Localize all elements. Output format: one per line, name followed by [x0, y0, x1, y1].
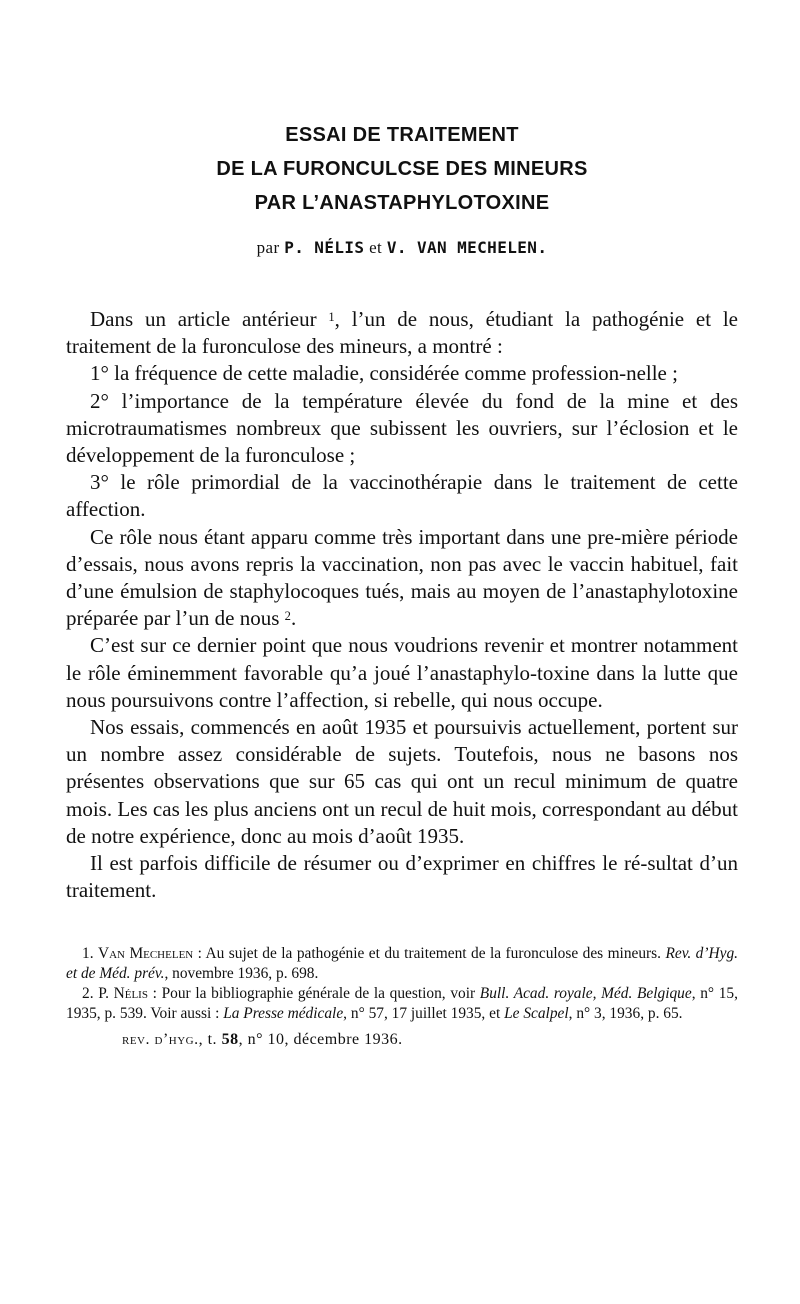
footnote-2-journal-3: Le Scalpel [504, 1005, 569, 1023]
byline-par: par [256, 238, 280, 257]
title-line-3: PAR L’ANASTAPHYLOTOXINE [254, 192, 550, 214]
footnote-2-text-b: , n° 15, 1935, p. 539. Voir aussi : [66, 985, 738, 1023]
footnote-1-author: Van Mechelen [98, 945, 194, 963]
byline [66, 238, 738, 258]
article-body [66, 306, 738, 904]
footnote-1-text-b: , novembre 1936, p. 698. [164, 965, 319, 983]
footnote-2-text-d: , n° 3, 1936, p. 65. [568, 1005, 683, 1023]
paragraph-5 [66, 524, 738, 633]
journal-reference-line [66, 1030, 738, 1050]
title-line-1: ESSAI DE TRAITEMENT [285, 124, 519, 146]
footnote-1-journal: Rev. d’Hyg. et de Méd. prév. [66, 945, 738, 983]
footnote-2-text-c: , n° 57, 17 juillet 1935, et [343, 1005, 505, 1023]
article-title [66, 118, 738, 220]
author-2: V. VAN MECHELEN. [386, 238, 548, 257]
paragraph-4: 3° le rôle primordial de la vaccinothérapie dans le traitement de cette affection. [66, 470, 738, 522]
journal-line-text-a: , t. [198, 1031, 222, 1049]
paragraph-2: 1° la fréquence de cette maladie, considérée comme profession-nelle ; [90, 361, 678, 386]
journal-line-text-b: , n° 10, décembre 1936. [238, 1031, 403, 1049]
paragraph-8: Il est parfois difficile de résumer ou d’exprimer en chiffres le ré-sultat d’un traitement. [66, 851, 738, 903]
title-line-2: DE LA FURONCULCSE DES MINEURS [216, 158, 588, 180]
footnote-2-number: 2. [82, 985, 94, 1003]
paragraph-1 [66, 306, 738, 360]
author-1: P. NÉLIS [284, 238, 365, 257]
footnote-1-text-a: : Au sujet de la pathogénie et du traitement de la furonculose des mineurs. [193, 945, 666, 963]
paragraph-5-text-a: Ce rôle nous étant apparu comme très important dans une pre-mière période d’essais, nous avons repris la vaccination, non pas avec le vaccin habituel, fait d’une émulsion de staphylocoques tués, mais au moyen de l’anastaphylotoxine préparée par l’un de nous [66, 524, 738, 631]
footnote-1 [66, 944, 738, 984]
footnote-2-journal-2: La Presse médicale [223, 1005, 344, 1023]
footnote-2 [66, 984, 738, 1024]
paragraph-1-text-a: Dans un article antérieur [90, 307, 329, 331]
footnote-2-author: P. Nélis [98, 985, 148, 1003]
footnotes [66, 944, 738, 1050]
byline-et: et [369, 238, 383, 257]
paragraph-6: C’est sur ce dernier point que nous voudrions revenir et montrer notamment le rôle éminemment favorable qu’a joué l’anastaphylo-toxine dans la lutte que nous poursuivons contre l’affection, si rebelle, qui nous occupe. [66, 633, 738, 712]
journal-abbrev: rev. d’hyg. [122, 1031, 199, 1049]
footnote-ref-2: 2 [284, 609, 291, 624]
footnote-2-journal-1: Bull. Acad. royale, Méd. Belgique [479, 985, 692, 1003]
paragraph-3: 2° l’importance de la température élevée du fond de la mine et des microtraumatismes nombreux que subissent les ouvriers, sur l’éclosion et le développement de la furonculose ; [66, 388, 738, 468]
paragraph-5-text-b: . [290, 606, 297, 631]
footnote-1-number: 1. [82, 945, 94, 963]
article-page [66, 118, 738, 1050]
footnote-2-text-a: : Pour la bibliographie générale de la question, voir [147, 985, 480, 1003]
paragraph-7: Nos essais, commencés en août 1935 et poursuivis actuellement, portent sur un nombre assez considérable de sujets. Toutefois, nous ne basons nos présentes observations que sur 65 cas qui ont un recul minimum de quatre mois. Les cas les plus anciens ont un recul de huit mois, correspondant au début de notre expérience, donc au mois d’août 1935. [66, 715, 738, 848]
journal-tome: 58 [221, 1031, 239, 1049]
footnote-ref-1: 1 [328, 310, 335, 324]
paragraph-1-text-b: , l’un de nous, étudiant la pathogénie et le traitement de la furonculose des mineurs, a montré : [66, 307, 738, 359]
